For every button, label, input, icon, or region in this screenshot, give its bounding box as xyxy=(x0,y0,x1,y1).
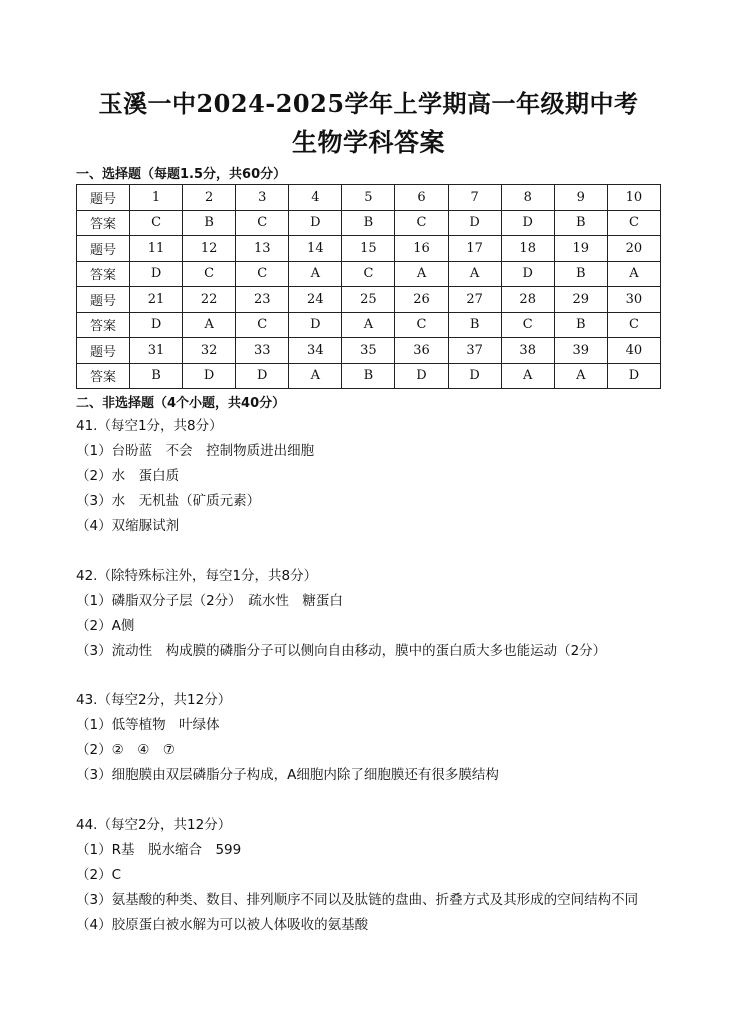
question-42 xyxy=(76,564,606,664)
answer-row xyxy=(77,312,661,338)
question-number-cell: 37 xyxy=(448,338,501,364)
question-number-cell: 30 xyxy=(607,287,660,313)
question-number-cell: 7 xyxy=(448,185,501,211)
answer-cell: C xyxy=(236,261,289,287)
answer-cell: D xyxy=(130,261,183,287)
answer-cell: B xyxy=(554,312,607,338)
answer-cell: D xyxy=(236,363,289,389)
question-number-cell: 36 xyxy=(395,338,448,364)
question-42-answer-1: （1）磷脂双分子层（2分） 疏水性 糖蛋白 xyxy=(76,593,343,609)
answer-cell: D xyxy=(501,210,554,236)
answer-cell: A xyxy=(607,261,660,287)
question-number-cell: 18 xyxy=(501,236,554,262)
answer-cell: D xyxy=(448,363,501,389)
answer-cell: B xyxy=(130,363,183,389)
answer-cell: A xyxy=(183,312,236,338)
question-41-answer-2: （2）水 蛋白质 xyxy=(76,468,180,484)
answer-cell: C xyxy=(395,210,448,236)
answer-cell: B xyxy=(342,210,395,236)
question-number-row xyxy=(77,287,661,313)
section-2-heading: 二、非选择题（4个小题，共40分） xyxy=(76,396,286,411)
question-number-cell: 22 xyxy=(183,287,236,313)
answer-cell: A xyxy=(501,363,554,389)
answer-cell: C xyxy=(236,312,289,338)
question-number-cell: 4 xyxy=(289,185,342,211)
question-44-answer-1: （1）R基 脱水缩合 599 xyxy=(76,842,242,858)
answer-cell: C xyxy=(183,261,236,287)
question-number-cell: 34 xyxy=(289,338,342,364)
answer-cell: D xyxy=(130,312,183,338)
page-subtitle: 生物学科答案 xyxy=(291,128,445,157)
multiple-choice-answer-table xyxy=(76,184,661,389)
answer-cell: A xyxy=(289,261,342,287)
answer-cell: D xyxy=(607,363,660,389)
question-number-cell: 21 xyxy=(130,287,183,313)
question-number-cell: 32 xyxy=(183,338,236,364)
question-43-answer-3: （3）细胞膜由双层磷脂分子构成，A细胞内除了细胞膜还有很多膜结构 xyxy=(76,767,499,783)
question-number-cell: 16 xyxy=(395,236,448,262)
answer-row xyxy=(77,210,661,236)
answer-cell: D xyxy=(183,363,236,389)
answer-label: 答案 xyxy=(77,210,130,236)
question-44-answer-4: （4）胶原蛋白被水解为可以被人体吸收的氨基酸 xyxy=(76,917,369,933)
question-44 xyxy=(76,813,638,938)
answer-cell: A xyxy=(342,312,395,338)
question-number-cell: 38 xyxy=(501,338,554,364)
question-42-answer-2: （2）A侧 xyxy=(76,618,135,634)
question-44-header: 44.（每空2分，共12分） xyxy=(76,817,232,833)
answer-cell: D xyxy=(501,261,554,287)
answer-cell: D xyxy=(448,210,501,236)
answer-cell: C xyxy=(607,312,660,338)
answer-cell: B xyxy=(183,210,236,236)
answer-cell: D xyxy=(289,312,342,338)
question-number-cell: 20 xyxy=(607,236,660,262)
answer-cell: C xyxy=(130,210,183,236)
question-42-header: 42.（除特殊标注外，每空1分，共8分） xyxy=(76,568,318,584)
question-number-cell: 27 xyxy=(448,287,501,313)
question-44-answer-2: （2）C xyxy=(76,867,122,883)
question-number-row xyxy=(77,338,661,364)
answer-label: 答案 xyxy=(77,312,130,338)
question-number-cell: 8 xyxy=(501,185,554,211)
question-number-cell: 6 xyxy=(395,185,448,211)
answer-cell: D xyxy=(395,363,448,389)
question-number-cell: 23 xyxy=(236,287,289,313)
answer-cell: D xyxy=(289,210,342,236)
question-number-cell: 40 xyxy=(607,338,660,364)
answer-cell: B xyxy=(554,261,607,287)
answer-cell: C xyxy=(236,210,289,236)
question-number-cell: 19 xyxy=(554,236,607,262)
question-number-cell: 15 xyxy=(342,236,395,262)
question-41-answer-1: （1）台盼蓝 不会 控制物质进出细胞 xyxy=(76,443,315,459)
question-41-answer-4: （4）双缩脲试剂 xyxy=(76,518,180,534)
answer-cell: B xyxy=(554,210,607,236)
answer-row xyxy=(77,363,661,389)
answer-cell: A xyxy=(448,261,501,287)
question-number-row xyxy=(77,185,661,211)
answer-cell: C xyxy=(342,261,395,287)
question-44-answer-3: （3）氨基酸的种类、数目、排列顺序不同以及肽链的盘曲、折叠方式及其形成的空间结构不同 xyxy=(76,892,639,908)
question-number-cell: 35 xyxy=(342,338,395,364)
answer-table-body xyxy=(77,185,661,389)
question-number-cell: 2 xyxy=(183,185,236,211)
question-41-answer-3: （3）水 无机盐（矿质元素） xyxy=(76,493,261,509)
question-number-cell: 24 xyxy=(289,287,342,313)
question-number-cell: 31 xyxy=(130,338,183,364)
question-number-cell: 10 xyxy=(607,185,660,211)
answer-cell: A xyxy=(395,261,448,287)
question-number-cell: 39 xyxy=(554,338,607,364)
question-number-row xyxy=(77,236,661,262)
question-number-cell: 33 xyxy=(236,338,289,364)
answer-cell: A xyxy=(289,363,342,389)
question-number-cell: 11 xyxy=(130,236,183,262)
question-43-answer-1: （1）低等植物 叶绿体 xyxy=(76,717,220,733)
question-43 xyxy=(76,688,499,788)
question-41-header: 41.（每空1分，共8分） xyxy=(76,418,223,434)
question-number-cell: 1 xyxy=(130,185,183,211)
question-number-cell: 25 xyxy=(342,287,395,313)
question-number-cell: 26 xyxy=(395,287,448,313)
question-number-cell: 14 xyxy=(289,236,342,262)
answer-cell: C xyxy=(395,312,448,338)
question-number-cell: 17 xyxy=(448,236,501,262)
answer-cell: A xyxy=(554,363,607,389)
question-number-cell: 3 xyxy=(236,185,289,211)
question-number-cell: 28 xyxy=(501,287,554,313)
question-43-header: 43.（每空2分，共12分） xyxy=(76,692,232,708)
answer-cell: B xyxy=(448,312,501,338)
question-number-label: 题号 xyxy=(77,185,130,211)
answer-cell: B xyxy=(342,363,395,389)
answer-cell: C xyxy=(501,312,554,338)
page-title: 玉溪一中2024-2025学年上学期高一年级期中考 xyxy=(98,89,639,118)
question-number-cell: 9 xyxy=(554,185,607,211)
answer-label: 答案 xyxy=(77,363,130,389)
question-number-cell: 5 xyxy=(342,185,395,211)
question-number-cell: 12 xyxy=(183,236,236,262)
question-number-label: 题号 xyxy=(77,236,130,262)
section-1-heading: 一、选择题（每题1.5分，共60分） xyxy=(76,167,287,182)
answer-label: 答案 xyxy=(77,261,130,287)
question-number-label: 题号 xyxy=(77,338,130,364)
question-number-cell: 13 xyxy=(236,236,289,262)
question-number-cell: 29 xyxy=(554,287,607,313)
question-43-answer-2: （2）② ④ ⑦ xyxy=(76,742,175,758)
answer-cell: C xyxy=(607,210,660,236)
question-41 xyxy=(76,414,314,539)
question-number-label: 题号 xyxy=(77,287,130,313)
question-42-answer-3: （3）流动性 构成膜的磷脂分子可以侧向自由移动，膜中的蛋白质大多也能运动（2分） xyxy=(76,643,607,659)
answer-row xyxy=(77,261,661,287)
